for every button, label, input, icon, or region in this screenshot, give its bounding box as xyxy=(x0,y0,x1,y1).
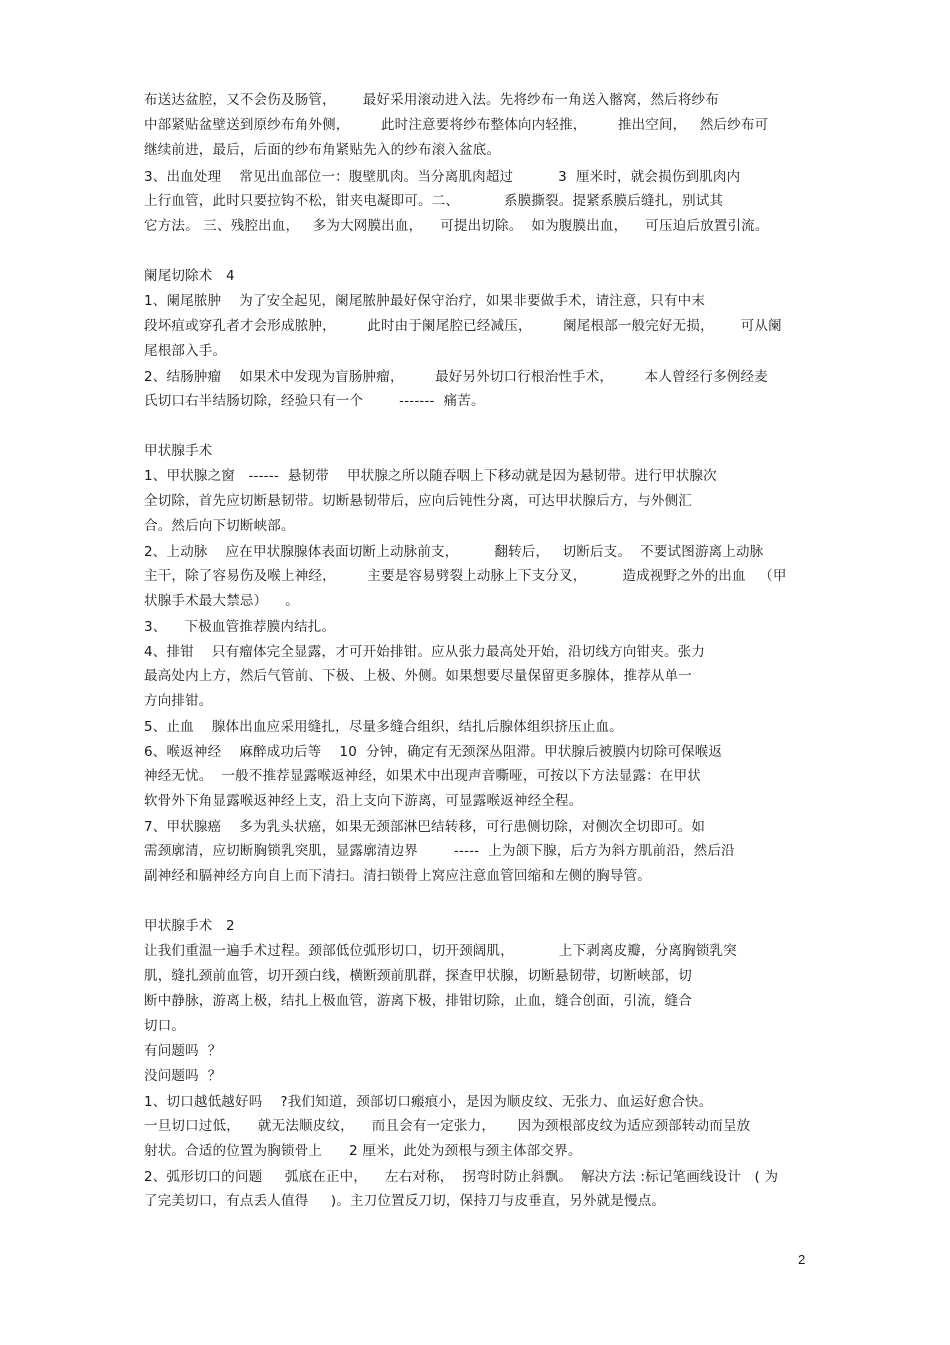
text-line: 全切除，首先应切断悬韧带。切断悬韧带后，应向后钝性分离，可达甲状腺后方，与外侧汇 xyxy=(144,493,692,509)
text-line: 状腺手术最大禁忌） 。 xyxy=(144,593,299,609)
text-line: 切口。 xyxy=(144,1018,186,1034)
text-line: 4、排钳 只有瘤体完全显露，才可开始排钳。应从张力最高处开始，沿切线方向钳夹。张力 xyxy=(144,644,706,660)
text-line: 方向排钳。 xyxy=(144,693,213,709)
text-line: 让我们重温一遍手术过程。颈部低位弧形切口，切开颈阔肌， 上下剥离皮瓣，分离胸锁乳突 xyxy=(144,943,737,959)
text-line: 合。然后向下切断峡部。 xyxy=(144,518,295,534)
text-line: 一旦切口过低， 就无法顺皮纹， 而且会有一定张力， 因为颈根部皮纹为适应颈部转动而呈放 xyxy=(144,1118,751,1134)
text-line: 副神经和膈神经方向自上而下清扫。清扫锁骨上窝应注意血管回缩和左侧的胸导管。 xyxy=(144,868,651,884)
text-line: 最高处内上方，然后气管前、下极、上极、外侧。如果想要尽量保留更多腺体，推荐从单一 xyxy=(144,668,692,684)
text-line: 尾根部入手。 xyxy=(144,343,227,359)
text-line: 6、喉返神经 麻醉成功后等 10 分钟，确定有无颈深丛阻滞。甲状腺后被膜内切除可保喉返 xyxy=(144,744,723,760)
text-line: 2、上动脉 应在甲状腺腺体表面切断上动脉前支， 翻转后， 切断后支。 不要试图游离上动脉 xyxy=(144,544,764,560)
section-heading: 甲状腺手术 xyxy=(144,443,213,459)
text-line: 3、出血处理 常见出血部位一：腹壁肌肉。当分离肌肉超过 3 厘米时，就会损伤到肌肉内 xyxy=(144,169,741,185)
text-line: 1、阑尾脓肿 为了安全起见，阑尾脓肿最好保守治疗，如果非要做手术，请注意，只有中末 xyxy=(144,293,706,309)
text-line: 肌，缝扎颈前血管，切开颈白线，横断颈前肌群，探查甲状腺，切断悬韧带，切断峡部，切 xyxy=(144,968,692,984)
text-line: 软骨外下角显露喉返神经上支，沿上支向下游离，可显露喉返神经全程。 xyxy=(144,793,583,809)
text-line: 1、甲状腺之窗 ------ 悬韧带 甲状腺之所以随吞咽上下移动就是因为悬韧带。进行甲状腺次 xyxy=(144,468,717,484)
text-line: 断中静脉，游离上极，结扎上极血管，游离下极，排钳切除，止血，缝合创面，引流，缝合 xyxy=(144,993,692,1009)
text-line: 上行血管，此时只要拉钩不松，钳夹电凝即可。二、 系膜撕裂。提紧系膜后缝扎，别试其 xyxy=(144,193,724,209)
text-line: 7、甲状腺癌 多为乳头状癌，如果无颈部淋巴结转移，可行患侧切除，对侧次全切即可。如 xyxy=(144,819,706,835)
text-line: 2、弧形切口的问题 弧底在正中， 左右对称， 拐弯时防止斜飘。 解决方法 :标记笔画线设计 ( 为 xyxy=(144,1169,779,1185)
text-line: 布送达盆腔，又不会伤及肠管， 最好采用滚动进入法。先将纱布一角送入髂窝，然后将纱布 xyxy=(144,92,719,108)
text-line: 段坏疽或穿孔者才会形成脓肿， 此时由于阑尾腔已经减压， 阑尾根部一般完好无损， 可从阑 xyxy=(144,318,782,334)
text-line: 它方法。 三、残腔出血， 多为大网膜出血， 可提出切除。 如为腹膜出血， 可压迫后放置引流。 xyxy=(144,218,769,234)
page-number: 2 xyxy=(798,1252,806,1267)
section-heading: 甲状腺手术 2 xyxy=(144,918,235,934)
text-line: 继续前进，最后，后面的纱布角紧贴先入的纱布滚入盆底。 xyxy=(144,142,501,158)
section-heading: 阑尾切除术 4 xyxy=(144,268,235,284)
text-line: 氏切口右半结肠切除，经验只有一个 ------- 痛苦。 xyxy=(144,393,485,409)
text-line: 中部紧贴盆壁送到原纱布角外侧， 此时注意要将纱布整体向内轻推， 推出空间， 然后纱布可 xyxy=(144,117,769,133)
text-line: 有问题吗 ？ xyxy=(144,1043,222,1059)
text-line: 2、结肠肿瘤 如果术中发现为盲肠肿瘤， 最好另外切口行根治性手术， 本人曾经行多例经麦 xyxy=(144,369,768,385)
text-line: 神经无忧。 一般不推荐显露喉返神经，如果术中出现声音嘶哑，可按以下方法显露：在甲状 xyxy=(144,768,701,784)
text-line: 没问题吗 ？ xyxy=(144,1068,222,1084)
text-line: 射状。合适的位置为胸锁骨上 2 厘米，此处为颈根与颈主体部交界。 xyxy=(144,1143,582,1159)
text-line: 需颈廓清，应切断胸锁乳突肌，显露廓清边界 ----- 上为颌下腺，后方为斜方肌前沿，然后沿 xyxy=(144,843,735,859)
text-line: 3、 下极血管推荐膜内结扎。 xyxy=(144,619,336,635)
text-line: 5、止血 腺体出血应采用缝扎，尽量多缝合组织，结扎后腺体组织挤压止血。 xyxy=(144,719,623,735)
text-line: 主干，除了容易伤及喉上神经， 主要是容易劈裂上动脉上下支分叉， 造成视野之外的出血 （甲 xyxy=(144,568,787,584)
text-line: 1、切口越低越好吗 ?我们知道，颈部切口瘢痕小，是因为顺皮纹、无张力、血运好愈合快。 xyxy=(144,1094,713,1110)
text-line: 了完美切口，有点丢人值得 )。主刀位置反刀切，保持刀与皮垂直，另外就是慢点。 xyxy=(144,1193,666,1209)
